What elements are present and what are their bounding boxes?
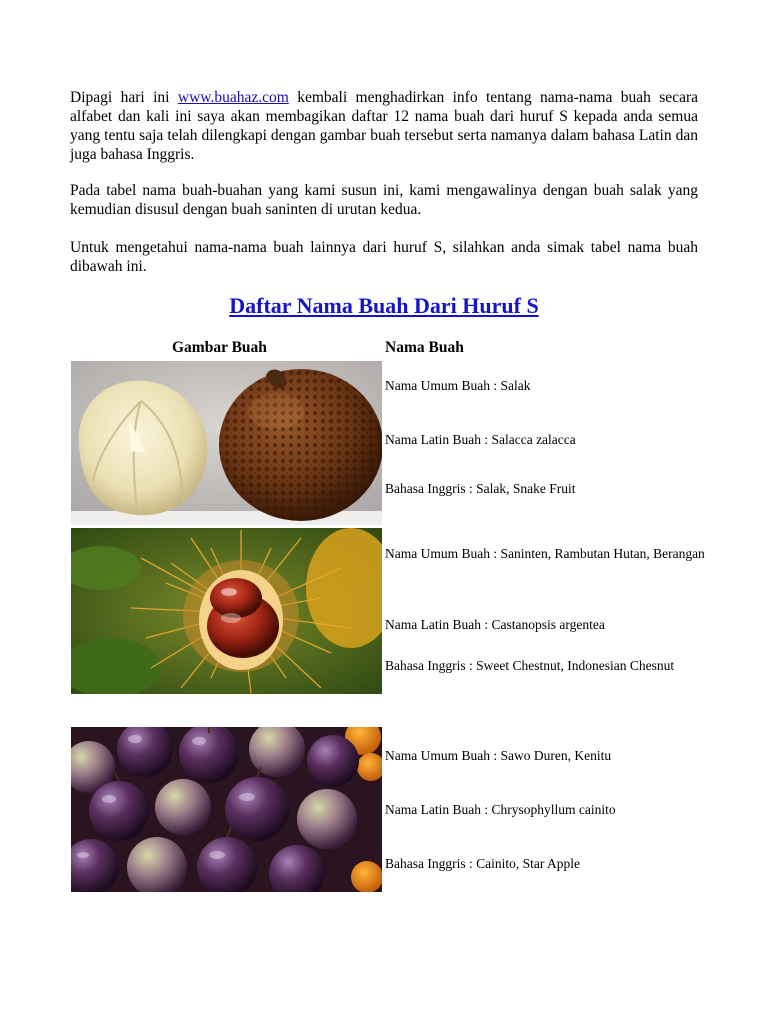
saninten-fruit-image [71, 528, 382, 694]
saninten-common-name: Nama Umum Buah : Saninten, Rambutan Hutan, Berangan [385, 546, 705, 561]
sawo-duren-fruit-image [71, 727, 382, 892]
salak-english-name: Bahasa Inggris : Salak, Snake Fruit [385, 481, 576, 496]
page-heading[interactable]: Daftar Nama Buah Dari Huruf S [229, 293, 539, 318]
intro-paragraph-2: Pada tabel nama buah-buahan yang kami susun ini, kami mengawalinya dengan buah salak yang kemudian disusul dengan buah saninten di urutan kedua. [70, 182, 698, 218]
column-header-name: Nama Buah [385, 339, 464, 356]
sawo-duren-latin-name: Nama Latin Buah : Chrysophyllum cainito [385, 802, 616, 817]
intro-paragraph-3: Untuk mengetahui nama-nama buah lainnya dari huruf S, silahkan anda simak tabel nama buah dibawah ini. [70, 239, 698, 275]
intro-text-before-link: Dipagi hari ini [70, 89, 178, 106]
column-header-image: Gambar Buah [172, 339, 267, 356]
intro-paragraph-1 [70, 88, 698, 164]
salak-fruit-image [71, 361, 382, 525]
intro-text-after-link: kembali menghadirkan info tentang nama-nama buah secara alfabet dan kali ini saya akan membagikan daftar 12 nama buah dari huruf S kepada anda semua yang tentu saja telah dilengkapi dengan gambar buah tersebut serta namanya dalam bahasa Latin dan juga bahasa Inggris. [70, 89, 698, 163]
salak-latin-name: Nama Latin Buah : Salacca zalacca [385, 432, 576, 447]
sawo-duren-common-name: Nama Umum Buah : Sawo Duren, Kenitu [385, 748, 612, 763]
saninten-latin-name: Nama Latin Buah : Castanopsis argentea [385, 617, 605, 632]
saninten-english-name: Bahasa Inggris : Sweet Chestnut, Indonesian Chesnut [385, 658, 675, 673]
salak-common-name: Nama Umum Buah : Salak [385, 378, 531, 393]
sawo-duren-english-name: Bahasa Inggris : Cainito, Star Apple [385, 856, 580, 871]
buahaz-link[interactable]: www.buahaz.com [177, 89, 289, 106]
